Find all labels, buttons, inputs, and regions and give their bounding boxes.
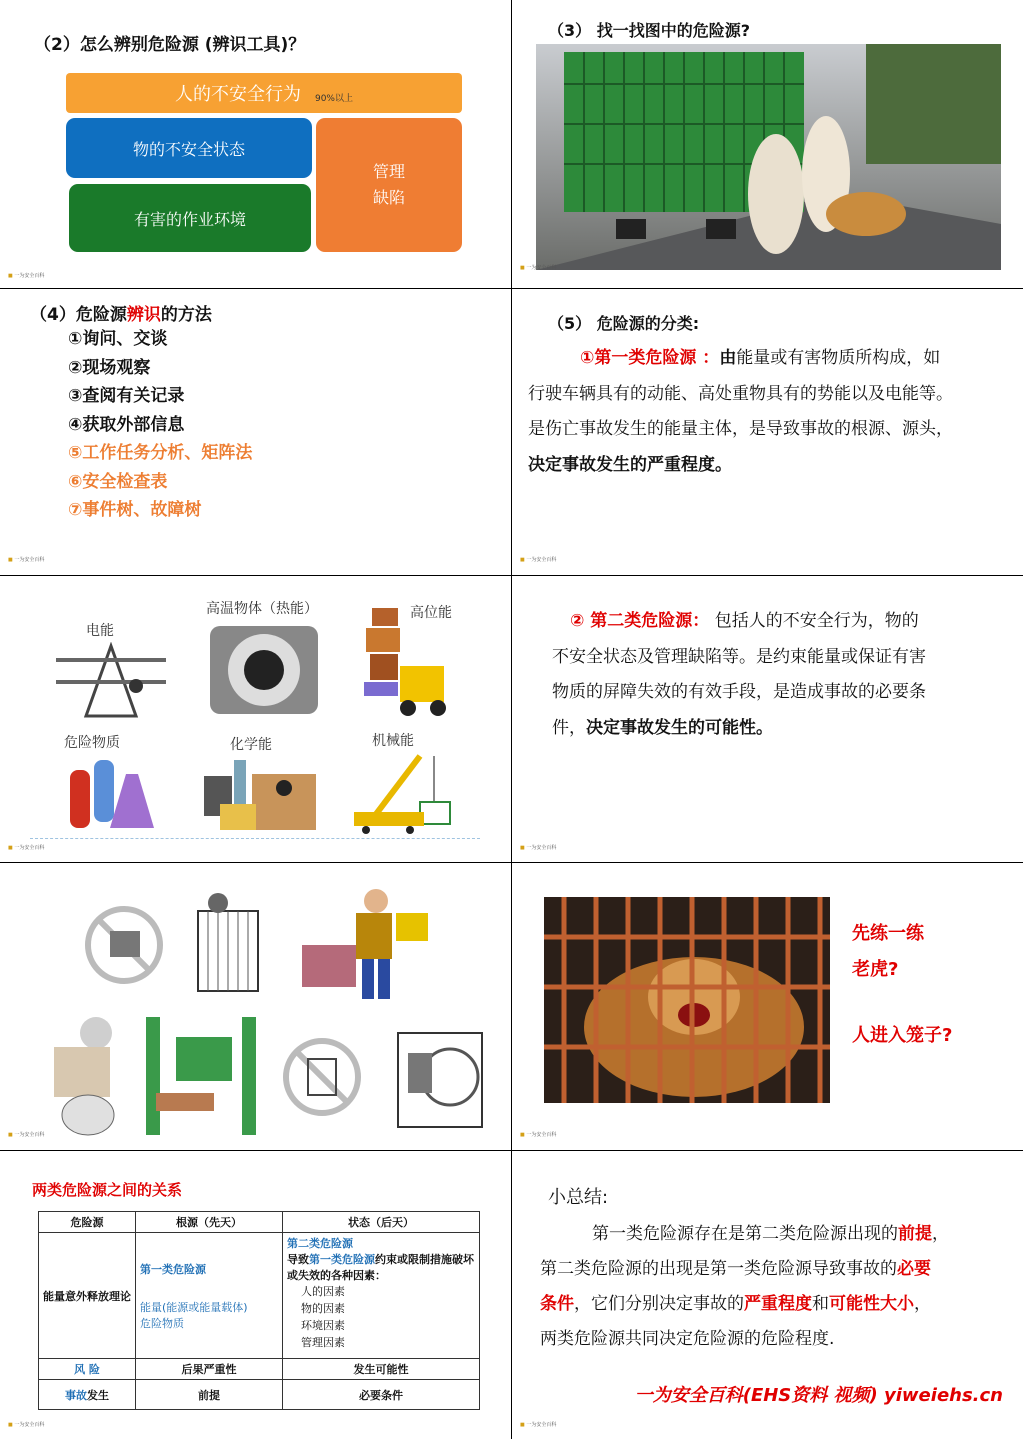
box-line: 缺陷 (372, 188, 405, 207)
tiger-truck-photo (536, 44, 1001, 270)
slide-title: （2）怎么辨别危险源 (辨识工具)？ (34, 35, 306, 55)
table-header: 状态（后天） (283, 1212, 480, 1233)
footer-text: 一为安全百科 (14, 1132, 45, 1138)
row-label: 能量意外释放理论 (39, 1233, 136, 1359)
method-item-highlight: ⑥安全检查表 (68, 471, 168, 492)
forklift-image (356, 606, 456, 718)
power-tower-image (56, 642, 166, 718)
method-list (68, 325, 252, 525)
press-hands-image (146, 1017, 256, 1135)
management-defect-box (316, 118, 462, 252)
dashed-divider (30, 838, 480, 839)
slide-identification-methods (0, 289, 511, 575)
cell-item: 能量(能源或能量载体) (140, 1300, 248, 1314)
second-type-cell (283, 1233, 480, 1359)
footer: ■ 一为安全百科 (520, 1422, 557, 1428)
footer: ■ 一为安全百科 (8, 273, 45, 279)
relationship-table (38, 1211, 480, 1410)
factor-item: 人的因素 (301, 1285, 345, 1298)
label-hazardous: 危险物质 (64, 735, 120, 751)
footer-text: 一为安全百科 (526, 845, 557, 851)
footer: ■ 一为安全百科 (8, 557, 45, 563)
footer-text: 一为安全百科 (526, 557, 557, 563)
unsafe-behavior-box (66, 73, 462, 113)
factor-item: 物的因素 (301, 1302, 345, 1315)
text-red: 前提 (898, 1224, 932, 1244)
text: 或失效的各种因素： (287, 1269, 386, 1282)
footer: ■ 一为安全百科 (520, 265, 557, 271)
slide-summary (512, 1151, 1023, 1439)
footer-text: 一为安全百科 (14, 1422, 45, 1428)
machine-guard-image (188, 887, 268, 999)
slide-machine-hazards (0, 863, 511, 1150)
slide-identify-tools (0, 0, 511, 288)
footer-text: 一为安全百科 (14, 845, 45, 851)
risk-value: 后果严重性 (136, 1359, 283, 1380)
bold-text: 决定事故发生的可能性。 (586, 717, 773, 738)
slide-find-hazard (512, 0, 1023, 288)
slide-classification-second (512, 576, 1023, 862)
slide-heading: （5） 危险源的分类: (548, 314, 700, 333)
footer: ■ 一为安全百科 (8, 1132, 45, 1138)
text-red: 必要 (897, 1259, 931, 1279)
harmful-environment-box: 有害的作业环境 (69, 184, 311, 252)
accident-value: 必要条件 (283, 1380, 480, 1410)
table-header: 危险源 (39, 1212, 136, 1233)
cell-title: 第二类危险源 (287, 1237, 353, 1250)
text-blue: 事故 (65, 1388, 87, 1402)
text-line: 物质的屏障失效的有效手段，是造成事故的必要条 (552, 682, 926, 702)
first-type-paragraph (528, 341, 1018, 483)
method-item-highlight: ⑤工作任务分析、矩阵法 (68, 443, 253, 463)
text: 第二类危险源的出现是第一类危险源导致事故的 (540, 1259, 897, 1279)
title-part: 的方法 (160, 305, 212, 325)
worker-lifting-image (24, 1013, 128, 1139)
second-type-label: ② 第二类危险源： (570, 611, 710, 631)
cell-title: 第一类危险源 (140, 1262, 206, 1276)
slide-title: 两类危险源之间的关系 (32, 1181, 183, 1199)
box-note: 90%以上 (314, 93, 353, 104)
footer: ■ 一为安全百科 (520, 557, 557, 563)
footer-text: 一为安全百科 (526, 265, 557, 271)
bold-text: 由 (719, 348, 737, 368)
slide-title: （3） 找一找图中的危险源? (548, 21, 750, 40)
text-line: 是伤亡事故发生的能量主体，是导致事故的根源、源头， (528, 419, 953, 439)
chemical-drums-image (200, 754, 322, 832)
unsafe-state-box: 物的不安全状态 (66, 118, 312, 178)
prohibited-reach-image (84, 893, 164, 997)
slide-classification-first (512, 289, 1023, 575)
label-electric: 电能 (86, 623, 114, 639)
label-chemical: 化学能 (230, 737, 272, 753)
risk-label: 风 险 (39, 1359, 136, 1380)
caged-tiger-photo (544, 897, 830, 1103)
slide-relationship-table (0, 1151, 511, 1439)
hot-object-image (210, 626, 318, 714)
footer-text: 一为安全百科 (526, 1422, 557, 1428)
method-item: ④获取外部信息 (68, 414, 185, 435)
text-line-bold: 决定事故发生的严重程度。 (528, 454, 732, 475)
factor-item: 环境因素 (301, 1319, 345, 1332)
text: 包括人的不安全行为，物的 (709, 611, 919, 631)
label-heat: 高温物体（热能） (206, 601, 318, 617)
text-line: 两类危险源共同决定危险源的危险程度. (540, 1329, 835, 1349)
text-line: 不安全状态及管理缺陷等。是约束能量或保证有害 (552, 646, 926, 667)
text: ，它们分别决定事故的 (574, 1294, 744, 1314)
box-label: 人的不安全行为 (174, 84, 301, 105)
factor-item: 管理因素 (301, 1336, 345, 1349)
site-watermark: 一为安全百科(EHS资料 视频) yiweiehs.cn (634, 1385, 1003, 1406)
text: ， (932, 1224, 949, 1244)
label-mechanical: 机械能 (372, 733, 414, 749)
text: 导致 (287, 1253, 309, 1266)
text-line: 行驶车辆具有的动能、高处重物具有的势能以及电能等。 (528, 383, 953, 404)
text: ， (914, 1294, 931, 1314)
method-item: ①询问、交谈 (68, 329, 168, 349)
label-potential: 高位能 (410, 605, 452, 621)
box-line: 管理 (372, 162, 405, 181)
text-blue: 第一类危险源 (309, 1253, 375, 1266)
footer: ■ 一为安全百科 (520, 1132, 557, 1138)
method-item: ③查阅有关记录 (68, 386, 185, 406)
first-type-cell (136, 1233, 283, 1359)
crane-image (350, 752, 460, 834)
cage-question: 人进入笼子? (852, 1025, 953, 1046)
risk-value: 发生可能性 (283, 1359, 480, 1380)
footer-text: 一为安全百科 (14, 557, 45, 563)
second-type-paragraph (552, 604, 1012, 746)
title-part: （4）危险源 (30, 305, 127, 325)
text-red: 条件 (540, 1294, 574, 1314)
table-header: 根源（先天） (136, 1212, 283, 1233)
title-highlight: 辨识 (126, 305, 161, 325)
text: 约束或限制措施破坏 (375, 1253, 474, 1266)
accident-value: 前提 (136, 1380, 283, 1410)
slide-energy-examples (0, 576, 511, 862)
accident-label (39, 1380, 136, 1410)
method-item-highlight: ⑦事件树、故障树 (68, 500, 202, 520)
text-red: 严重程度 (744, 1294, 812, 1314)
footer: ■ 一为安全百科 (520, 845, 557, 851)
summary-paragraph (540, 1217, 1020, 1357)
rotating-machine-image (388, 1013, 492, 1137)
text: 能量或有害物质所构成，如 (736, 348, 941, 368)
text-red: 可能性大小 (829, 1294, 914, 1314)
first-type-label: ①第一类危险源 ： (580, 348, 720, 368)
text: 发生 (87, 1388, 109, 1402)
tiger-question: 老虎? (852, 959, 899, 980)
slide-title (30, 300, 212, 325)
prohibited-press-image (280, 1015, 364, 1133)
text: 和 (812, 1294, 829, 1314)
practice-text: 先练一练 (852, 923, 924, 944)
footer-text: 一为安全百科 (526, 1132, 557, 1138)
method-item: ②现场观察 (68, 357, 151, 378)
summary-heading: 小总结: (548, 1187, 609, 1208)
cell-item: 危险物质 (140, 1316, 184, 1330)
footer: ■ 一为安全百科 (8, 845, 45, 851)
worker-machine-image (296, 883, 436, 1003)
flasks-image (64, 754, 156, 830)
footer-text: 一为安全百科 (14, 273, 45, 279)
slide-tiger-practice (512, 863, 1023, 1150)
text: 第一类危险源存在是第二类危险源出现的 (592, 1224, 898, 1244)
footer: ■ 一为安全百科 (8, 1422, 45, 1428)
text: 件， (552, 717, 586, 738)
